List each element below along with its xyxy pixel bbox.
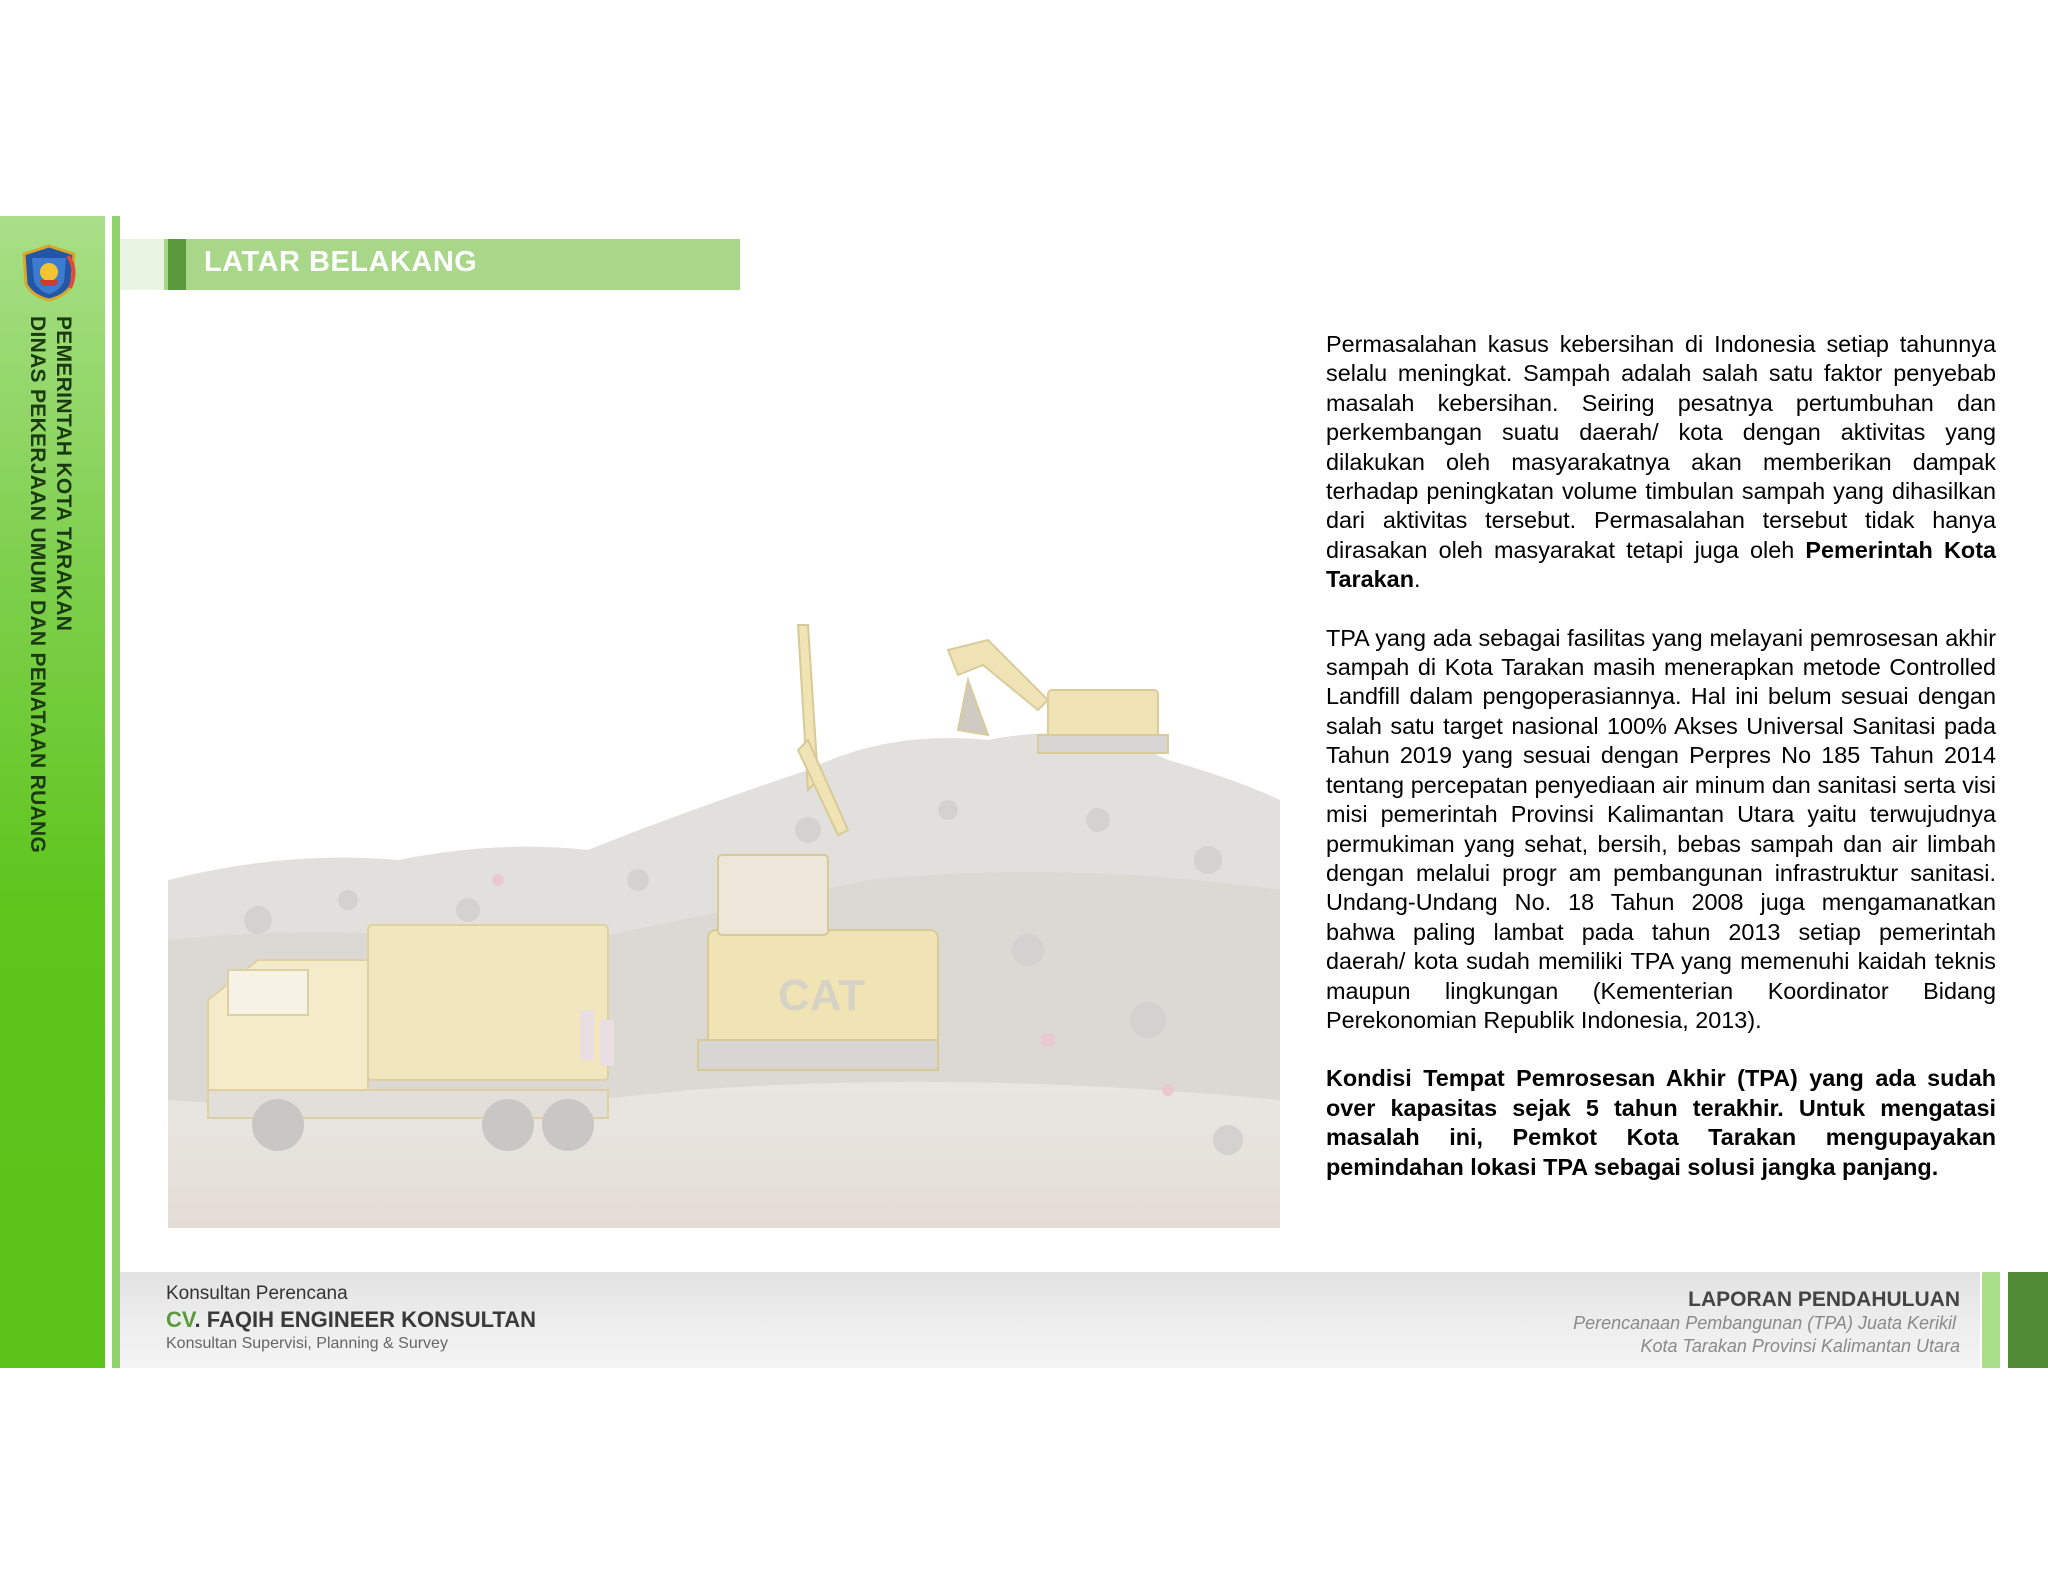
footer-company-prefix: CV xyxy=(166,1307,195,1332)
city-emblem-icon xyxy=(18,244,80,302)
sidebar-agency-text xyxy=(24,316,76,853)
paragraph-1-end: . xyxy=(1413,566,1421,593)
footer-company-name xyxy=(166,1307,536,1333)
paragraph-1-bold: Pemerintah Kota Tarakan xyxy=(1326,536,1996,593)
footer-company-rest: . FAQIH ENGINEER KONSULTAN xyxy=(194,1307,536,1332)
landfill-photo xyxy=(168,620,1280,1228)
footer-report-title: LAPORAN PENDAHULUAN xyxy=(1688,1288,1960,1311)
section-title: LATAR BELAKANG xyxy=(204,246,478,278)
sidebar-stripe xyxy=(112,216,120,1368)
section-header-accent-light xyxy=(120,239,164,290)
footer-company-tagline: Konsultan Supervisi, Planning & Survey xyxy=(166,1335,448,1352)
footer-consultant-label: Konsultan Perencana xyxy=(166,1283,348,1304)
sidebar-line-1: PEMERINTAH KOTA TARAKAN xyxy=(52,316,75,632)
paragraph-1 xyxy=(1326,330,1996,595)
paragraph-1-text: Permasalahan kasus kebersihan di Indonesia setiap tahunnya selalu meningkat. Sampah adalah salah satu faktor penyebab masalah kebersihan. Seiring pesatnya pertumbuhan dan perkembangan suatu daerah/ kota dengan aktivitas yang dilakukan oleh masyarakatnya akan memberikan dampak terhadap peningkatan volume timbulan sampah yang dihasilkan dari aktivitas tersebut. Permasalahan tersebut tidak hanya dirasakan oleh masyarakat tetapi juga oleh xyxy=(1326,331,1996,563)
paragraph-3-bold: Kondisi Tempat Pemrosesan Akhir (TPA) yang ada sudah over kapasitas sejak 5 tahun terakhir. Untuk mengatasi masalah ini, Pemkot Kota Tarakan mengupayakan pemindahan lokasi TPA sebagai solusi jangka panjang. xyxy=(1326,1065,1996,1180)
excavator-brand-text: CAT xyxy=(778,971,866,1020)
footer-project-line-2: Kota Tarakan Provinsi Kalimantan Utara xyxy=(1640,1336,1960,1356)
paragraph-2: TPA yang ada sebagai fasilitas yang melayani pemrosesan akhir sampah di Kota Tarakan masih menerapkan metode Controlled Landfill dalam pengoperasiannya. Hal ini belum sesuai dengan salah satu target nasional 100% Akses Universal Sanitasi pada Tahun 2019 yang sesuai dengan Perpres No 185 Tahun 2014 tentang percepatan penyediaan air minum dan sanitasi serta visi misi pemerintah Provinsi Kalimantan Utara yaitu terwujudnya permukiman yang sehat, bersih, bebas sampah dan air limbah dengan melalui progr am pembangunan infrastruktur sanitasi. Undang-Undang No. 18 Tahun 2008 juga mengamanatkan bahwa paling lambat pada tahun 2013 setiap pemerintah daerah/ kota sudah memiliki TPA yang memenuhi kaidah teknis maupun lingkungan (Kementerian Koordinator Bidang Perekonomian Republik Indonesia, 2013). xyxy=(1326,624,1996,1033)
footer-accent-light xyxy=(1982,1272,2000,1368)
sidebar-line-2: DINAS PEKERJAAN UMUM DAN PENATAAN RUANG xyxy=(26,316,49,854)
footer-accent-dark xyxy=(2008,1272,2048,1368)
section-header-accent-dark xyxy=(168,239,186,290)
paragraph-3 xyxy=(1326,1064,1996,1182)
body-text xyxy=(1326,330,1996,1211)
footer-project-line-1: Perencanaan Pembangunan (TPA) Juata Kerikil xyxy=(1573,1313,1956,1333)
